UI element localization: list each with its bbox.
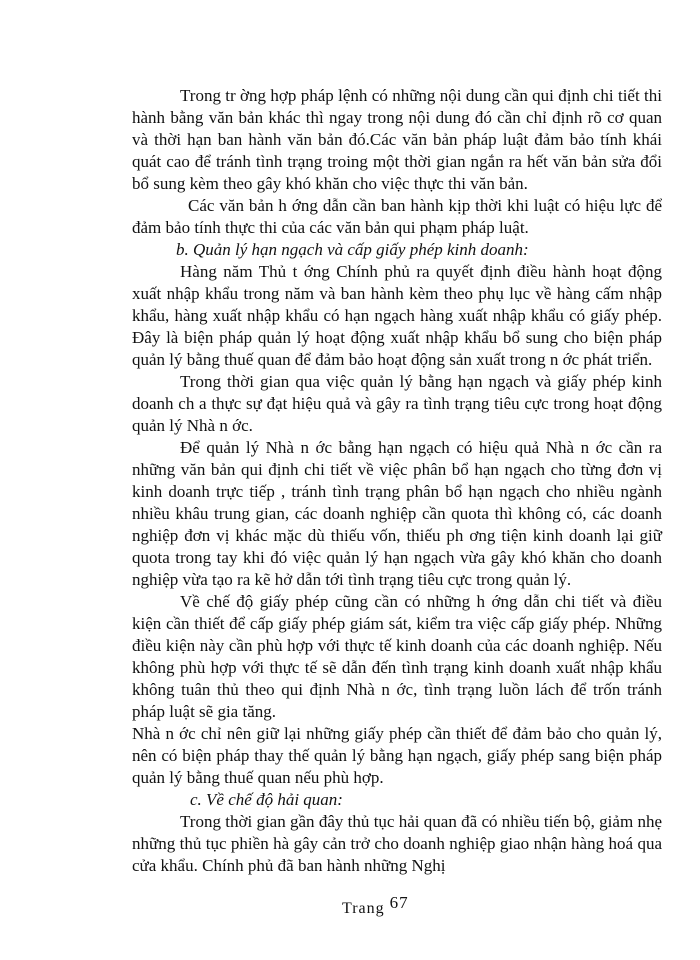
paragraph-2: Các văn bản h ớng dẫn cần ban hành kịp thời khi luật có hiệu lực để đảm bảo tính thực thi của các văn bản qui phạm pháp luật. [132, 196, 662, 237]
paragraph-5: Để quản lý Nhà n ớc bằng hạn ngạch có hiệu quả Nhà n ớc cần ra những văn bản qui định chi tiết về việc phân bổ hạn ngạch cho từng đơn vị kinh doanh trực tiếp , tránh tình trạng phân bổ hạn ngạch cho nhiều ngành nhiều khâu trung gian, các doanh nghiệp cần quota thì không có, các doanh nghiệp đơn vị khác mặc dù thiếu vốn, thiếu ph ơng tiện kinh doanh lại giữ quota trong tay khi đó việc quản lý hạn ngạch vừa gây khó khăn cho doanh nghiệp vừa tạo ra kẽ hở dẫn tới tình trạng tiêu cực trong quản lý. [132, 438, 662, 589]
section-heading-b: b. Quản lý hạn ngạch và cấp giấy phép kinh doanh: [176, 240, 529, 259]
section-heading-c: c. Về chế độ hải quan: [190, 790, 343, 809]
page-number: 67 [389, 893, 409, 912]
page-label: Trang [342, 900, 385, 917]
paragraph-6: Về chế độ giấy phép cũng cần có những h ớng dẫn chi tiết và điều kiện cần thiết để cấp giấy phép giám sát, kiểm tra việc cấp giấy phép. Những điều kiện này cần phù hợp với thực tế kinh doanh của các doanh nghiệp. Nếu không phù hợp với thực tế sẽ dẫn đến tình trạng kinh doanh xuất nhập khẩu không tuân thủ theo qui định Nhà n ớc, tình trạng luồn lách để trốn tránh pháp luật sẽ gia tăng. [132, 592, 662, 721]
paragraph-4: Trong thời gian qua việc quản lý bằng hạn ngạch và giấy phép kinh doanh ch a thực sự đạt hiệu quả và gây ra tình trạng tiêu cực trong hoạt động quản lý Nhà n ớc. [132, 372, 662, 435]
paragraph-3: Hàng năm Thủ t ớng Chính phủ ra quyết định điều hành hoạt động xuất nhập khẩu trong năm và ban hành kèm theo phụ lục về hàng cấm nhập khẩu, hàng xuất nhập khẩu có hạn ngạch hàng xuất nhập khẩu có giấy phép. Đây là biện pháp quản lý hoạt động xuất nhập khẩu bổ sung cho biện pháp quản lý bằng thuế quan để đảm bảo hoạt động sản xuất trong n ớc phát triển. [132, 262, 662, 369]
paragraph-8: Trong thời gian gần đây thủ tục hải quan đã có nhiều tiến bộ, giảm nhẹ những thủ tục phiền hà gây cản trở cho doanh nghiệp giao nhận hàng hoá qua cửa khẩu. Chính phủ đã ban hành những Nghị [132, 812, 662, 875]
paragraph-7: Nhà n ớc chỉ nên giữ lại những giấy phép cần thiết để đảm bảo cho quản lý, nên có biện pháp thay thế quản lý bằng hạn ngạch, giấy phép sang biện pháp quản lý bằng thuế quan nếu phù hợp. [132, 724, 662, 787]
paragraph-1: Trong tr ờng hợp pháp lệnh có những nội dung cần qui định chi tiết thi hành bằng văn bản khác thì ngay trong nội dung đó cần chỉ định rõ cơ quan và thời hạn ban hành văn bản đó.Các văn bản pháp luật đảm bảo tính khái quát cao để tránh tình trạng troing một thời gian ngắn ra hết văn bản sửa đổi bổ sung kèm theo gây khó khăn cho việc thực thi văn bản. [132, 86, 662, 193]
page-footer [342, 893, 409, 918]
document-body [132, 85, 662, 877]
